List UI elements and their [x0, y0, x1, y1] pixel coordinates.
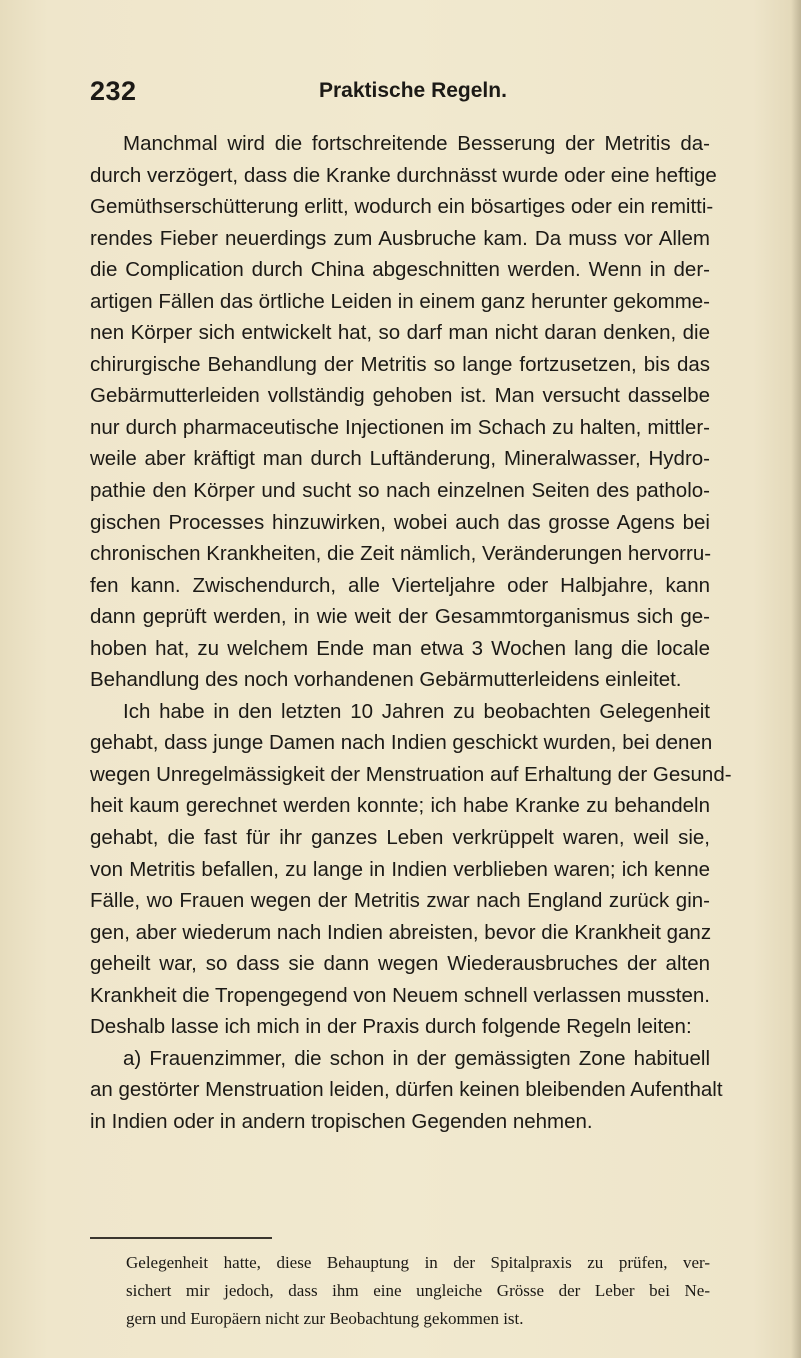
footnote-divider: [90, 1237, 272, 1239]
text-line: nen Körper sich entwickelt hat, so darf man nicht daran denken, die: [90, 321, 710, 345]
text-line: heit kaum gerechnet werden konnte; ich habe Kranke zu behandeln: [90, 794, 710, 818]
page-header: [90, 76, 710, 116]
text-line: durch verzögert, dass die Kranke durchnässt wurde oder eine heftige: [90, 163, 717, 187]
body-text: [90, 128, 732, 1138]
footnote-line: Gelegenheit hatte, diese Behauptung in der Spitalpraxis zu prüfen, ver-: [126, 1253, 710, 1272]
footnote: [126, 1249, 710, 1333]
text-line: Manchmal wird die fortschreitende Besserung der Metritis da-: [123, 132, 710, 155]
text-line: dann geprüft werden, in wie weit der Gesammtorganismus sich ge-: [90, 605, 710, 629]
text-line: gehabt, die fast für ihr ganzes Leben verkrüppelt waren, weil sie,: [90, 826, 710, 850]
text-line: artigen Fällen das örtliche Leiden in einem ganz herunter gekomme-: [90, 289, 710, 313]
text-line: fen kann. Zwischendurch, alle Vierteljahre oder Halbjahre, kann: [90, 573, 710, 597]
text-line: hoben hat, zu welchem Ende man etwa 3 Wochen lang die locale: [90, 636, 710, 660]
text-line: Gebärmutterleiden vollständig gehoben ist. Man versucht dasselbe: [90, 384, 710, 408]
text-line: Fälle, wo Frauen wegen der Metritis zwar nach England zurück gin-: [90, 889, 710, 913]
text-line: die Complication durch China abgeschnitten werden. Wenn in der-: [90, 258, 710, 282]
footnote-line: gern und Europäern nicht zur Beobachtung gekommen ist.: [126, 1309, 524, 1328]
text-line: gischen Processes hinzuwirken, wobei auch das grosse Agens bei: [90, 510, 710, 534]
text-line: chronischen Krankheiten, die Zeit nämlich, Veränderungen hervorru-: [90, 542, 712, 566]
running-head: Praktische Regeln.: [319, 79, 507, 102]
page-number: 232: [90, 76, 137, 106]
text-line: Gemüthserschütterung erlitt, wodurch ein bösartiges oder ein remitti-: [90, 195, 714, 219]
page-edge-shadow: [791, 0, 801, 1358]
text-line: an gestörter Menstruation leiden, dürfen keinen bleibenden Aufenthalt: [90, 1078, 723, 1102]
text-line: rendes Fieber neuerdings zum Ausbruche kam. Da muss vor Allem: [90, 226, 710, 250]
text-line: Behandlung des noch vorhandenen Gebärmutterleidens einleitet.: [90, 668, 682, 692]
text-line: Ich habe in den letzten 10 Jahren zu beobachten Gelegenheit: [123, 699, 710, 723]
text-line: wegen Unregelmässigkeit der Menstruation auf Erhaltung der Gesund-: [90, 762, 732, 786]
text-line: pathie den Körper und sucht so nach einzelnen Seiten des patholo-: [90, 479, 710, 503]
text-line: in Indien oder in andern tropischen Gegenden nehmen.: [90, 1109, 593, 1133]
text-line: gen, aber wiederum nach Indien abreisten, bevor die Krankheit ganz: [90, 920, 712, 944]
text-line: von Metritis befallen, zu lange in Indien verblieben waren; ich kenne: [90, 857, 710, 881]
text-line: geheilt war, so dass sie dann wegen Wiederausbruches der alten: [90, 952, 710, 976]
text-line: Krankheit die Tropengegend von Neuem schnell verlassen mussten.: [90, 983, 710, 1007]
text-line: gehabt, dass junge Damen nach Indien geschickt wurden, bei denen: [90, 731, 713, 755]
text-line: nur durch pharmaceutische Injectionen im Schach zu halten, mittler-: [90, 415, 710, 439]
text-line: weile aber kräftigt man durch Luftänderung, Mineralwasser, Hydro-: [90, 447, 710, 471]
footnote-line: sichert mir jedoch, dass ihm eine ungleiche Grösse der Leber bei Ne-: [126, 1281, 710, 1300]
text-line: Deshalb lasse ich mich in der Praxis durch folgende Regeln leiten:: [90, 1015, 692, 1039]
text-line: chirurgische Behandlung der Metritis so lange fortzusetzen, bis das: [90, 352, 710, 376]
text-line: a) Frauenzimmer, die schon in der gemässigten Zone habituell: [123, 1046, 710, 1070]
